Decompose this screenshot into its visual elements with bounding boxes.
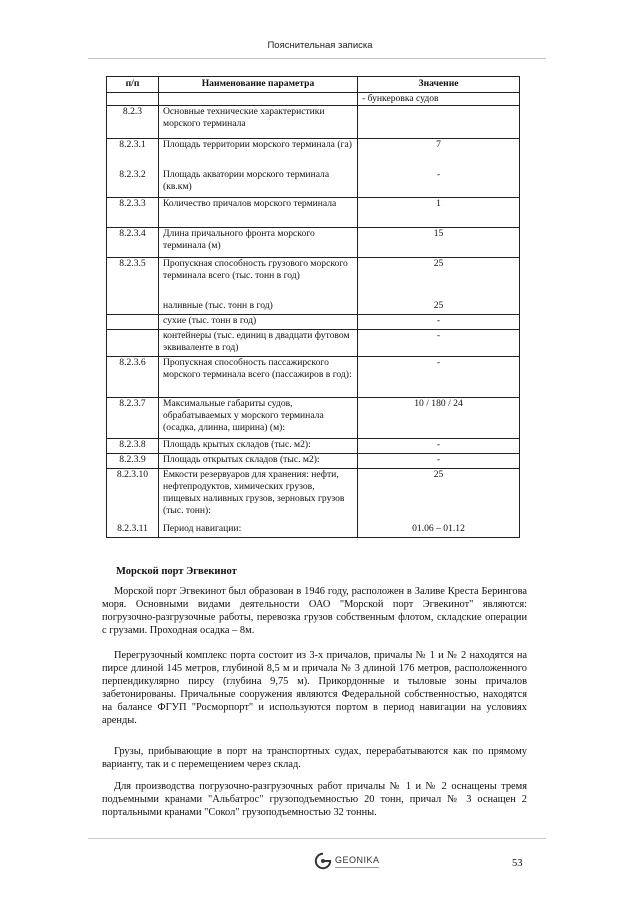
row-number: 8.2.3.1 bbox=[107, 139, 159, 169]
row-number: 8.2.3.9 bbox=[107, 454, 159, 469]
row-name bbox=[159, 93, 358, 106]
logo-tagline-line bbox=[335, 867, 379, 868]
column-header-name: Наименование параметра bbox=[159, 77, 358, 93]
row-value: 10 / 180 / 24 bbox=[358, 398, 520, 439]
paragraph-text: Для производства погрузочно-разгрузочных работ причалы № 1 и № 2 оснащены тремя подъемными кранами "Альбатрос" грузоподъемностью 20 тонн, причал № 3 оснащен 2 портальными кранами "Сокол" грузоподъемностью 32 тонны. bbox=[102, 781, 527, 818]
row-name: Количество причалов морского терминала bbox=[159, 198, 358, 228]
geonika-logo-icon bbox=[314, 852, 332, 870]
row-number bbox=[107, 330, 159, 357]
page-number: 53 bbox=[512, 858, 523, 869]
table-row bbox=[107, 106, 520, 139]
company-logo bbox=[314, 852, 380, 870]
page-header: Пояснительная записка bbox=[267, 40, 373, 51]
paragraph-text: Грузы, прибывающие в порт на транспортных судах, перерабатываются как по прямому варианту, так и с перемещением через склад. bbox=[102, 746, 527, 770]
table-header-row bbox=[107, 77, 520, 93]
row-name: Площадь акватории морского терминала (кв.км) bbox=[159, 169, 358, 198]
row-value: - бункеровка судов bbox=[358, 93, 520, 106]
row-value bbox=[358, 106, 520, 139]
row-value: - bbox=[358, 169, 520, 198]
table-row bbox=[107, 523, 520, 538]
row-value: - bbox=[358, 330, 520, 357]
row-number: 8.2.3.10 bbox=[107, 469, 159, 523]
table-row bbox=[107, 139, 520, 169]
row-number: 8.2.3.3 bbox=[107, 198, 159, 228]
row-value: 25 bbox=[358, 469, 520, 523]
section-heading: Морской порт Эгвекинот bbox=[116, 566, 237, 577]
row-number: 8.2.3.11 bbox=[107, 523, 159, 538]
paragraph-cargo bbox=[102, 745, 527, 771]
row-name: Площадь открытых складов (тыс. м2): bbox=[159, 454, 358, 469]
row-name: Пропускная способность пассажирского морского терминала всего (пассажиров в год): bbox=[159, 357, 358, 398]
row-value: 25 bbox=[358, 258, 520, 300]
table-row bbox=[107, 357, 520, 398]
row-number: 8.2.3.6 bbox=[107, 357, 159, 398]
paragraph-cranes bbox=[102, 780, 527, 819]
row-value: 7 bbox=[358, 139, 520, 169]
row-name: Длина причального фронта морского терминала (м) bbox=[159, 228, 358, 258]
table-row bbox=[107, 300, 520, 315]
row-name: Период навигации: bbox=[159, 523, 358, 538]
footer-divider bbox=[88, 838, 546, 839]
row-number: 8.2.3.4 bbox=[107, 228, 159, 258]
row-number: 8.2.3.2 bbox=[107, 169, 159, 198]
table-row bbox=[107, 169, 520, 198]
row-name: Пропускная способность грузового морского терминала всего (тыс. тонн в год) bbox=[159, 258, 358, 300]
paragraph-text: Морской порт Эгвекинот был образован в 1946 году, расположен в Заливе Креста Берингова моря. Основными видами деятельности ОАО "Морской порт Эгвекинот" являются: погрузочно-разгрузочные работы, перевозка грузов собственным флотом, складские операции с грузами. Проходная осадка – 8м. bbox=[102, 586, 527, 636]
table-row bbox=[107, 258, 520, 300]
paragraph-history bbox=[102, 585, 527, 637]
row-name: Емкости резервуаров для хранения: нефти, нефтепродуктов, химических грузов, пищевых наливных грузов, зерновых грузов (тыс. тонн): bbox=[159, 469, 358, 523]
row-value: 25 bbox=[358, 300, 520, 315]
row-name: сухие (тыс. тонн в год) bbox=[159, 315, 358, 330]
row-number: 8.2.3.7 bbox=[107, 398, 159, 439]
paragraph-berths bbox=[102, 649, 527, 727]
table-row bbox=[107, 198, 520, 228]
row-number bbox=[107, 315, 159, 330]
paragraph-text: Перегрузочный комплекс порта состоит из 3-х причалов, причалы № 1 и № 2 находятся на пирсе длиной 145 метров, глубиной 8,5 м и причала № 3 длиной 176 метров, расположенного перпендикулярно пирсу (глубина 9,75 м). Прикордонные и тыловые зоны причалов забетонированы. Причальные сооружения являются Федеральной собственностью, находятся на балансе ФГУП "Росморпорт" и используются портом в период навигации на условиях аренды. bbox=[102, 650, 527, 726]
logo-name: GEONIKA bbox=[335, 854, 380, 865]
row-value: - bbox=[358, 454, 520, 469]
row-value: 01.06 – 01.12 bbox=[358, 523, 520, 538]
row-name: Основные технические характеристики морского терминала bbox=[159, 106, 358, 139]
row-number bbox=[107, 93, 159, 106]
row-value: - bbox=[358, 315, 520, 330]
table-row bbox=[107, 439, 520, 454]
row-name: Площадь крытых складов (тыс. м2): bbox=[159, 439, 358, 454]
row-number bbox=[107, 300, 159, 315]
table-row bbox=[107, 228, 520, 258]
header-divider bbox=[88, 58, 546, 59]
table-row bbox=[107, 315, 520, 330]
table-row bbox=[107, 93, 520, 106]
row-name: контейнеры (тыс. единиц в двадцати футовом эквиваленте в год) bbox=[159, 330, 358, 357]
table-row bbox=[107, 398, 520, 439]
row-value: 1 bbox=[358, 198, 520, 228]
row-number: 8.2.3 bbox=[107, 106, 159, 139]
row-value: 15 bbox=[358, 228, 520, 258]
row-name: Максимальные габариты судов, обрабатываемых у морского терминала (осадка, длинна, ширина) (м): bbox=[159, 398, 358, 439]
row-number: 8.2.3.8 bbox=[107, 439, 159, 454]
table-row bbox=[107, 454, 520, 469]
table-row bbox=[107, 469, 520, 523]
row-name: наливные (тыс. тонн в год) bbox=[159, 300, 358, 315]
row-number: 8.2.3.5 bbox=[107, 258, 159, 300]
row-name: Площадь территории морского терминала (га) bbox=[159, 139, 358, 169]
column-header-value: Значение bbox=[358, 77, 520, 93]
column-header-number: п/п bbox=[107, 77, 159, 93]
row-value: - bbox=[358, 357, 520, 398]
parameters-table bbox=[106, 76, 520, 538]
table-row bbox=[107, 330, 520, 357]
row-value: - bbox=[358, 439, 520, 454]
